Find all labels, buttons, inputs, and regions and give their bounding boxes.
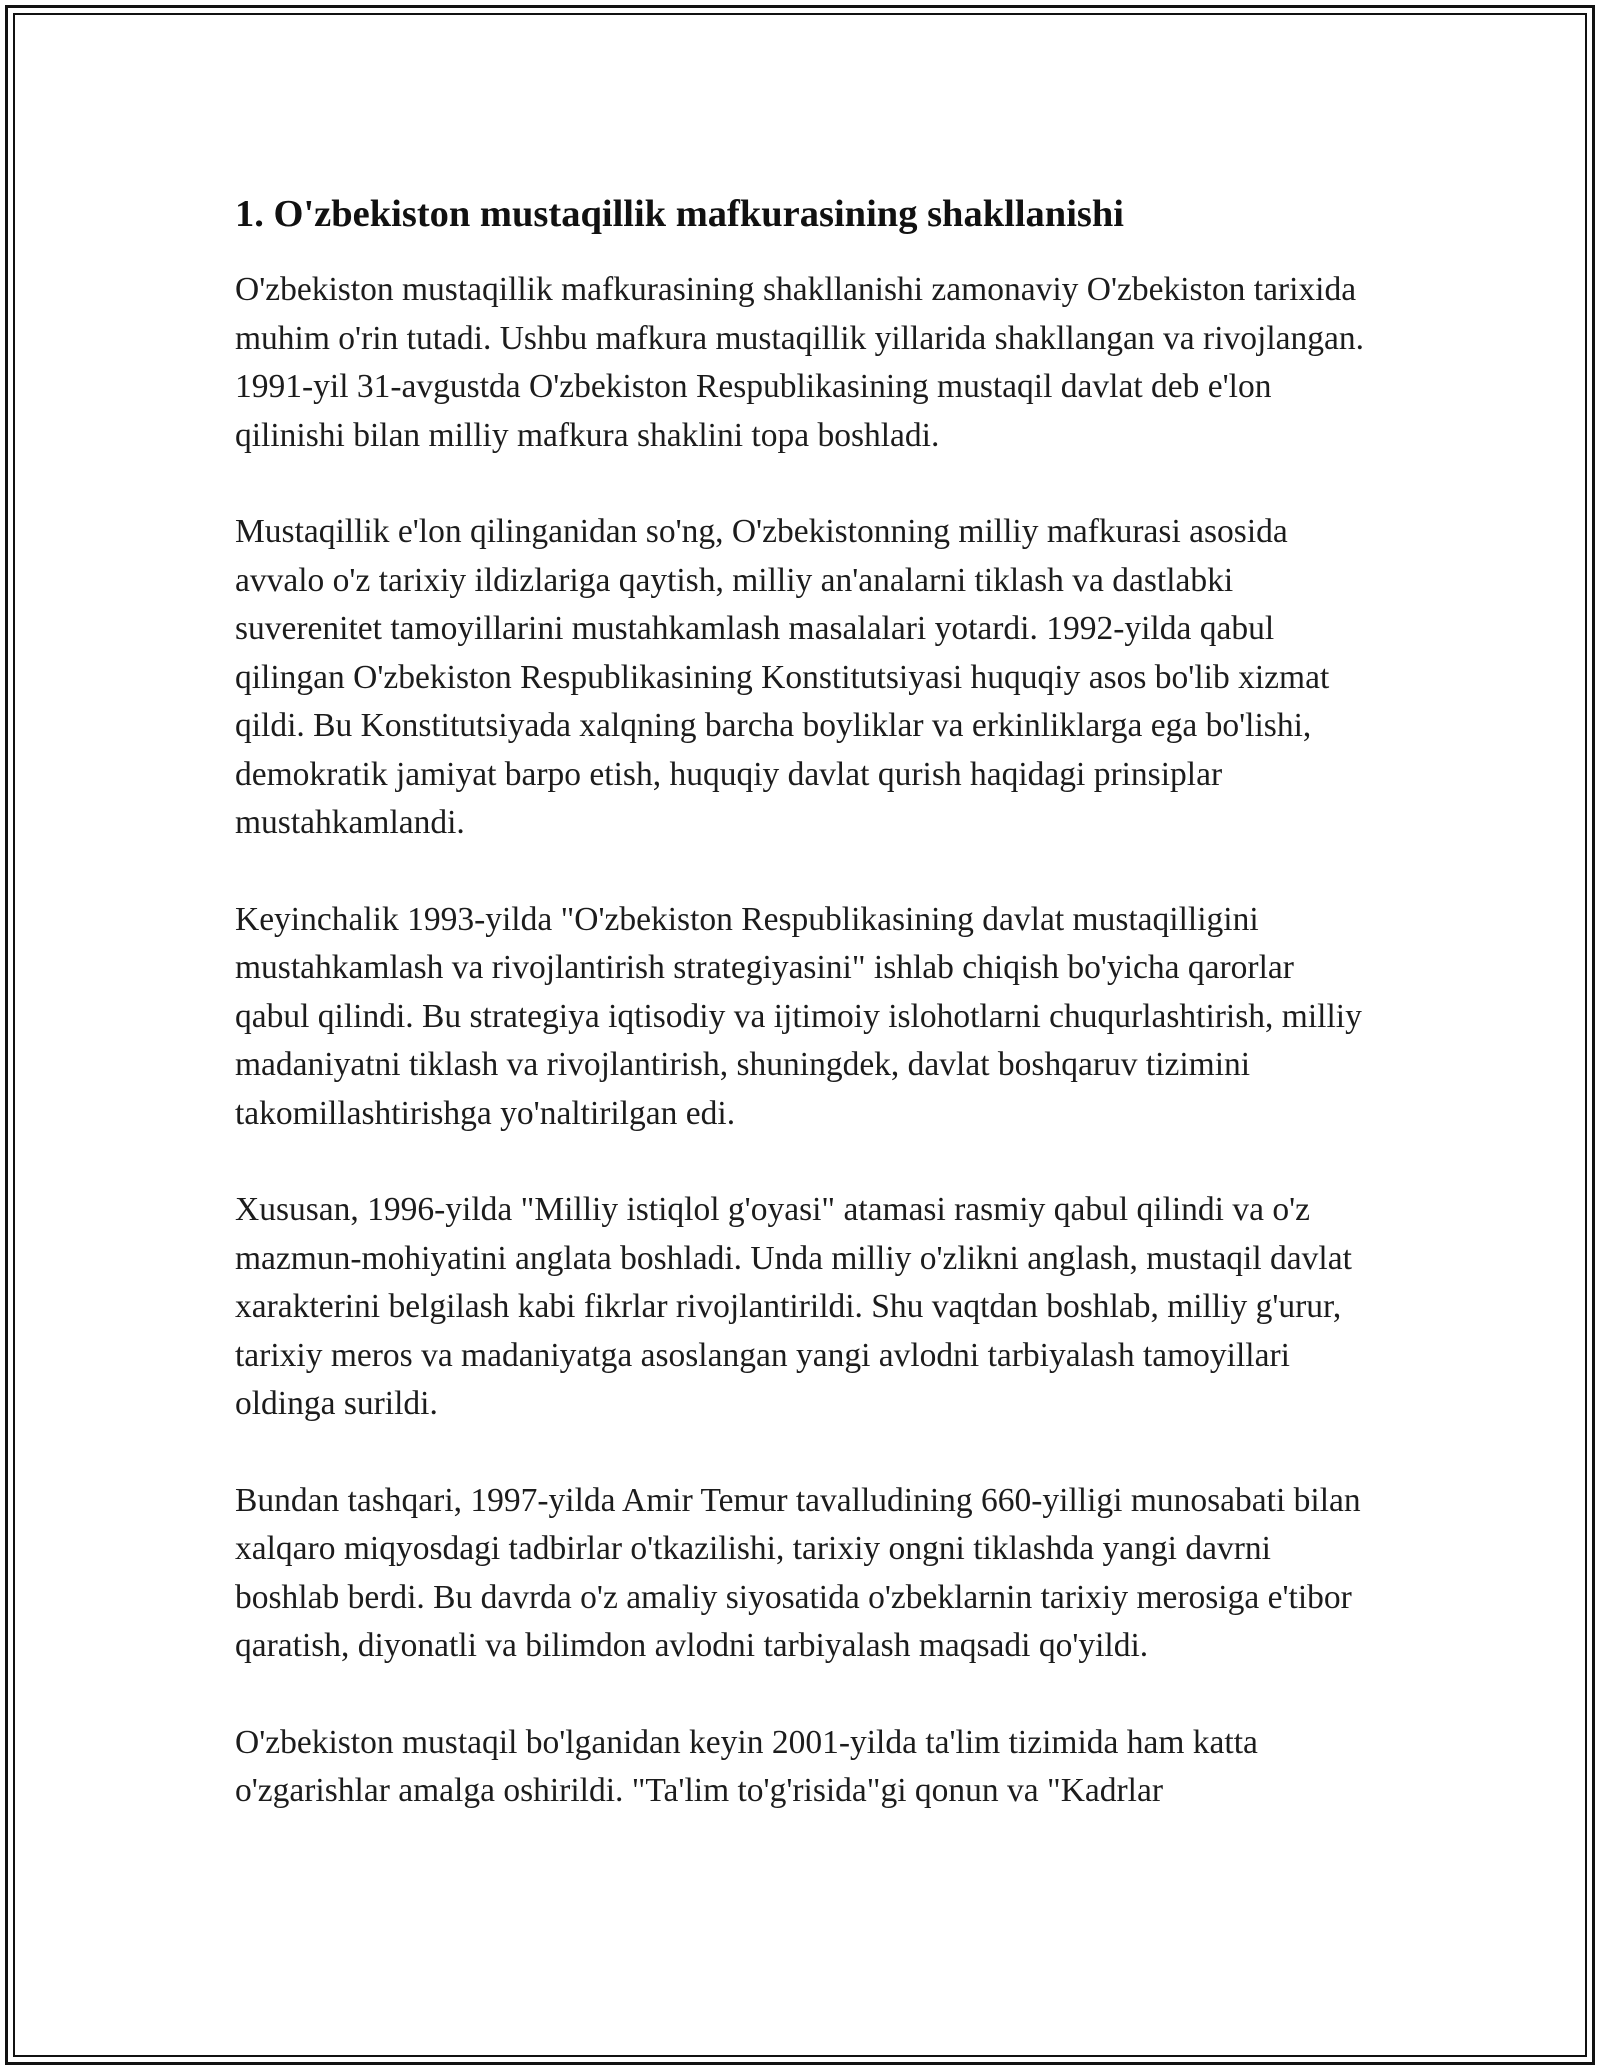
paragraph-6: O'zbekiston mustaqil bo'lganidan keyin 2001-yilda ta'lim tizimida ham katta o'zgarishlar amalga oshirildi. "Ta'lim to'g'risida"gi qonun va "Kadrlar xyxy=(235,1723,1258,1809)
paragraph-2: Mustaqillik e'lon qilinganidan so'ng, O'zbekistonning milliy mafkurasi asosida avvalo o'z tarixiy ildizlariga qaytish, milliy an'analarni tiklash va dastlabki suverenitet tamoyillarini mustahkamlash masalalari yotardi. 1992-yilda qabul qilingan O'zbekiston Respublikasining Konstitutsiyasi huquqiy asos bo'lib xizmat qildi. Bu Konstitutsiyada xalqning barcha boyliklar va erkinliklarga ega bo'lishi, demokratik jamiyat barpo etish, huquqiy davlat qurish haqidagi prinsiplar mustahkamlandi. xyxy=(235,513,1330,841)
paragraph-5: Bundan tashqari, 1997-yilda Amir Temur tavalludining 660-yilligi munosabati bilan xalqaro miqyosdagi tadbirlar o'tkazilishi, tarixiy ongni tiklashda yangi davrni boshlab berdi. Bu davrda o'z amaliy siyosatida o'zbeklarnin tarixiy merosiga e'tibor qaratish, diyonatli va bilimdon avlodni tarbiyalash maqsadi qo'yildi. xyxy=(235,1481,1361,1664)
paragraph-1: O'zbekiston mustaqillik mafkurasining shakllanishi zamonaviy O'zbekiston tarixida muhim o'rin tutadi. Ushbu mafkura mustaqillik yillarida shakllangan va rivojlangan. 1991-yil 31-avgustda O'zbekiston Respublikasining mustaqil davlat deb e'lon qilinishi bilan milliy mafkura shaklini topa boshladi. xyxy=(235,271,1364,454)
paragraph-3: Keyinchalik 1993-yilda "O'zbekiston Respublikasining davlat mustaqilligini mustahkamlash va rivojlantirish strategiyasini" ishlab chiqish bo'yicha qarorlar qabul qilindi. Bu strategiya iqtisodiy va ijtimoiy islohotlarni chuqurlashtirish, milliy madaniyatni tiklash va rivojlantirish, shuningdek, davlat boshqaruv tizimini takomillashtirishga yo'naltirilgan edi. xyxy=(235,900,1362,1132)
section-heading: 1. O'zbekiston mustaqillik mafkurasining shakllanishi xyxy=(235,193,1124,235)
document-body xyxy=(235,188,1375,1864)
paragraph-4: Xususan, 1996-yilda "Milliy istiqlol g'oyasi" atamasi rasmiy qabul qilindi va o'z mazmun-mohiyatini anglata boshladi. Unda milliy o'zlikni anglash, mustaqil davlat xarakterini belgilash kabi fikrlar rivojlantirildi. Shu vaqtdan boshlab, milliy g'urur, tarixiy meros va madaniyatga asoslangan yangi avlodni tarbiyalash tamoyillari oldinga surildi. xyxy=(235,1191,1352,1422)
